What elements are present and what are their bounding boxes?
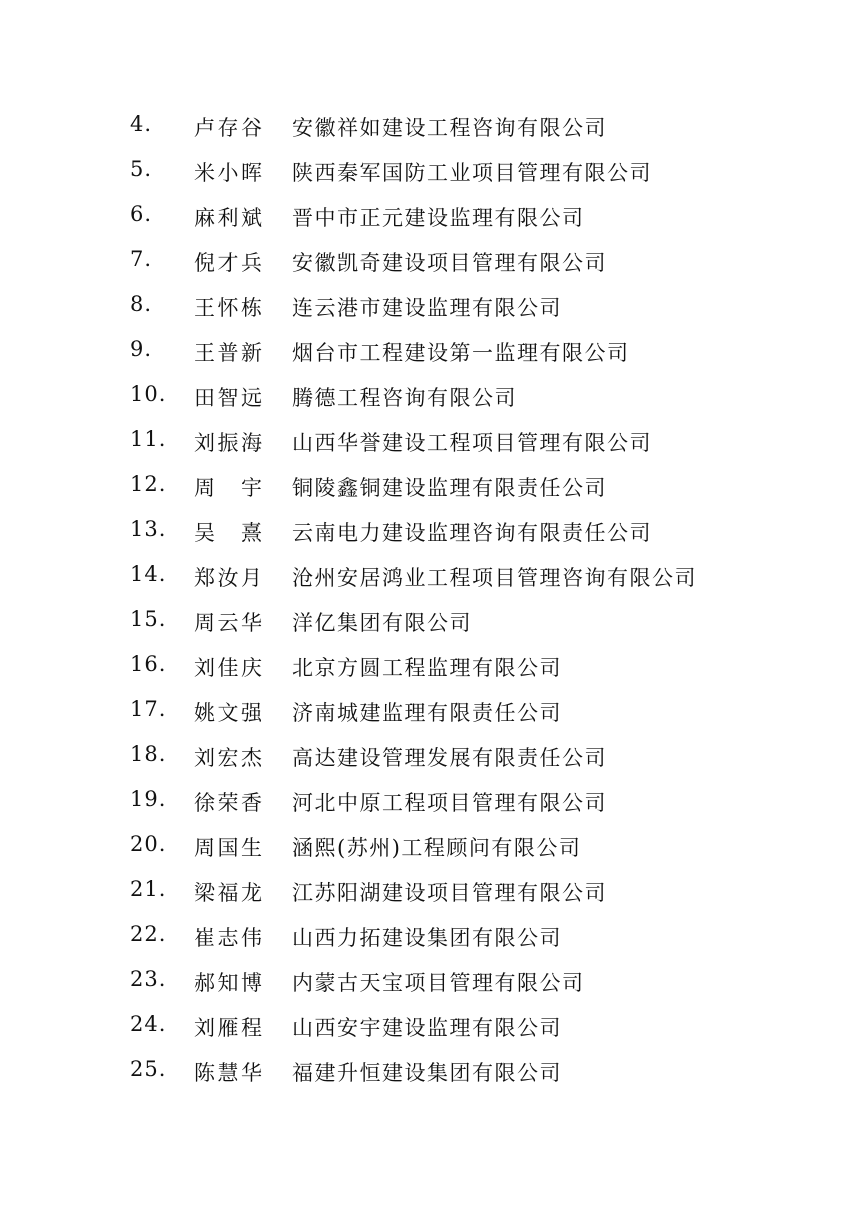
list-item: [0, 599, 860, 644]
item-number: 25.: [130, 1057, 167, 1081]
person-name: 刘雁程: [194, 1016, 262, 1040]
company-name: 山西力拓建设集团有限公司: [292, 926, 562, 950]
list-item: [0, 644, 860, 689]
list-item: [0, 1004, 860, 1049]
company-name: 安徽祥如建设工程咨询有限公司: [292, 116, 607, 140]
person-name: 周 宇: [194, 476, 262, 500]
person-name: 姚文强: [194, 701, 262, 725]
list-item: [0, 194, 860, 239]
list-item: [0, 689, 860, 734]
list-item: [0, 464, 860, 509]
item-number: 21.: [130, 877, 167, 901]
item-number: 10.: [130, 382, 167, 406]
list-item: [0, 1049, 860, 1094]
item-number: 9.: [130, 337, 153, 361]
item-number: 24.: [130, 1012, 167, 1036]
item-number: 17.: [130, 697, 167, 721]
person-name: 麻利斌: [194, 206, 262, 230]
list-item: [0, 419, 860, 464]
list-item: [0, 734, 860, 779]
company-name: 涵熙(苏州)工程顾问有限公司: [292, 836, 582, 860]
item-number: 15.: [130, 607, 167, 631]
person-name: 田智远: [194, 386, 262, 410]
person-name: 周国生: [194, 836, 262, 860]
company-name: 晋中市正元建设监理有限公司: [292, 206, 585, 230]
company-name: 铜陵鑫铜建设监理有限责任公司: [292, 476, 607, 500]
company-name: 云南电力建设监理咨询有限责任公司: [292, 521, 652, 545]
item-number: 5.: [130, 157, 153, 181]
person-name: 王普新: [194, 341, 262, 365]
list-item: [0, 284, 860, 329]
list-item: [0, 239, 860, 284]
person-name: 郑汝月: [194, 566, 262, 590]
list-item: [0, 869, 860, 914]
company-name: 北京方圆工程监理有限公司: [292, 656, 562, 680]
person-name: 梁福龙: [194, 881, 262, 905]
company-name: 内蒙古天宝项目管理有限公司: [292, 971, 585, 995]
person-name: 吴 熹: [194, 521, 262, 545]
item-number: 13.: [130, 517, 167, 541]
person-name: 王怀栋: [194, 296, 262, 320]
item-number: 14.: [130, 562, 167, 586]
company-name: 江苏阳湖建设项目管理有限公司: [292, 881, 607, 905]
list-item: [0, 824, 860, 869]
company-name: 山西安宇建设监理有限公司: [292, 1016, 562, 1040]
item-number: 8.: [130, 292, 153, 316]
person-name: 郝知博: [194, 971, 262, 995]
company-name: 烟台市工程建设第一监理有限公司: [292, 341, 630, 365]
person-name: 刘振海: [194, 431, 262, 455]
company-name: 洋亿集团有限公司: [292, 611, 472, 635]
person-name: 崔志伟: [194, 926, 262, 950]
person-name: 卢存谷: [194, 116, 262, 140]
list-item: [0, 509, 860, 554]
person-name: 徐荣香: [194, 791, 262, 815]
list-item: [0, 374, 860, 419]
company-name: 沧州安居鸿业工程项目管理咨询有限公司: [292, 566, 697, 590]
company-name: 福建升恒建设集团有限公司: [292, 1061, 562, 1085]
company-name: 安徽凯奇建设项目管理有限公司: [292, 251, 607, 275]
list-item: [0, 329, 860, 374]
list-item: [0, 554, 860, 599]
company-name: 济南城建监理有限责任公司: [292, 701, 562, 725]
item-number: 22.: [130, 922, 167, 946]
list-item: [0, 149, 860, 194]
person-name: 倪才兵: [194, 251, 262, 275]
person-name: 刘宏杰: [194, 746, 262, 770]
person-name: 刘佳庆: [194, 656, 262, 680]
item-number: 12.: [130, 472, 167, 496]
item-number: 7.: [130, 247, 153, 271]
company-name: 山西华誉建设工程项目管理有限公司: [292, 431, 652, 455]
company-name: 河北中原工程项目管理有限公司: [292, 791, 607, 815]
company-name: 连云港市建设监理有限公司: [292, 296, 562, 320]
item-number: 23.: [130, 967, 167, 991]
item-number: 19.: [130, 787, 167, 811]
person-name: 陈慧华: [194, 1061, 262, 1085]
item-number: 18.: [130, 742, 167, 766]
name-list: [0, 104, 860, 1094]
company-name: 腾德工程咨询有限公司: [292, 386, 517, 410]
item-number: 16.: [130, 652, 167, 676]
person-name: 米小晖: [194, 161, 262, 185]
item-number: 11.: [130, 427, 167, 451]
list-item: [0, 779, 860, 824]
company-name: 高达建设管理发展有限责任公司: [292, 746, 607, 770]
list-item: [0, 959, 860, 1004]
person-name: 周云华: [194, 611, 262, 635]
item-number: 6.: [130, 202, 153, 226]
company-name: 陕西秦军国防工业项目管理有限公司: [292, 161, 652, 185]
list-item: [0, 104, 860, 149]
item-number: 4.: [130, 112, 153, 136]
item-number: 20.: [130, 832, 167, 856]
list-item: [0, 914, 860, 959]
